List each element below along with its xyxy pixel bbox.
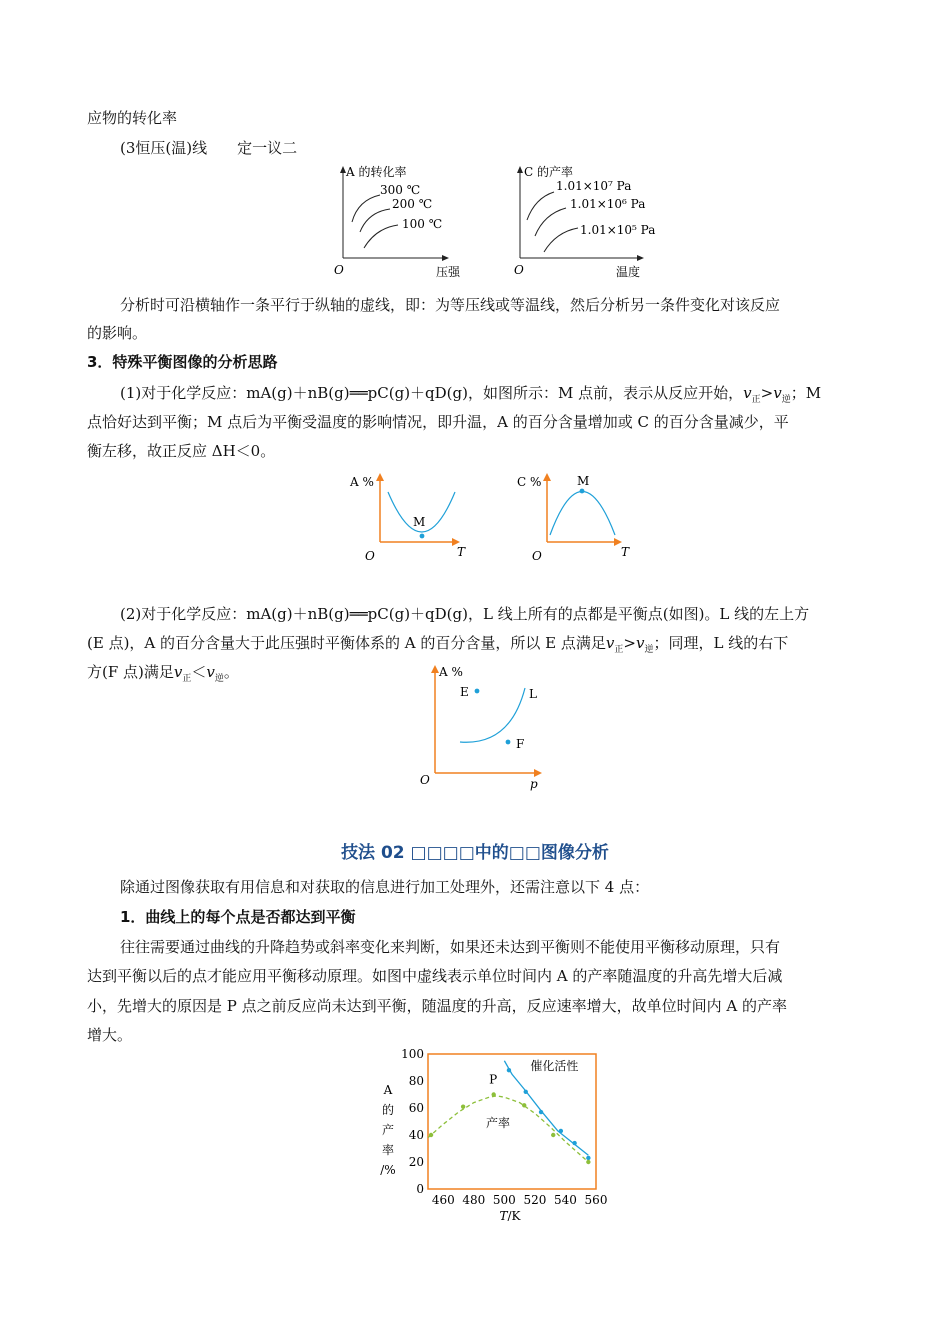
series-layer xyxy=(428,1061,591,1164)
y-label-char: 产 xyxy=(381,1123,395,1137)
analysis-line2: 的影响。 xyxy=(87,324,148,342)
p31-line2: 点恰好达到平衡；M 点后为平衡受温度的影响情况，即升温，A 的百分含量增加或 C 的百分含量减少，平 xyxy=(87,413,789,431)
data-point xyxy=(507,1068,511,1072)
data-point xyxy=(559,1129,563,1133)
p5-line3: 小，先增大的原因是 P 点之前反应尚未达到平衡，随温度的升高，反应速率增大，故单位时间内 A 的产率 xyxy=(87,997,788,1015)
data-point xyxy=(429,1133,433,1137)
y-tick-80: 80 xyxy=(408,1074,424,1088)
xlabel-pressure: 压强 xyxy=(436,265,461,279)
origin-label: O xyxy=(420,773,430,787)
p5-line4: 增大。 xyxy=(87,1026,133,1044)
p5-line1: 往往需要通过曲线的升降趋势或斜率变化来判断，如果还未达到平衡则不能使用平衡移动原理，只有 xyxy=(120,938,781,956)
data-point xyxy=(572,1141,576,1145)
data-point xyxy=(586,1160,590,1164)
equilibrium-curves-figure xyxy=(330,162,670,282)
label-1e6-pa: 1.01×10⁶ Pa xyxy=(570,197,646,211)
data-point xyxy=(461,1104,465,1108)
point-f-label: F xyxy=(516,737,525,751)
point-m xyxy=(420,534,425,539)
p31-line1: (1)对于化学反应：mA(g)＋nB(g)══pC(g)＋qD(g)，如图所示：M 点前，表示从反应开始，$v_正>v_逆$；M xyxy=(120,384,822,405)
label-200c: 200 ℃ xyxy=(392,197,433,211)
intro-line1: 应物的转化率 xyxy=(87,109,178,127)
section-1-title: 1．曲线上的每个点是否都达到平衡 xyxy=(120,908,356,926)
series-line-solid xyxy=(504,1061,588,1156)
x-tick-540: 540 xyxy=(554,1193,577,1207)
label-300c: 300 ℃ xyxy=(380,183,421,197)
ylabel-c-percent: C % xyxy=(517,475,542,489)
y-label-char: 的 xyxy=(381,1103,395,1117)
y-tick-40: 40 xyxy=(408,1128,424,1142)
line-l-label: L xyxy=(529,687,537,701)
x-tick-560: 560 xyxy=(584,1193,608,1207)
p5-line2: 达到平衡以后的点才能应用平衡移动原理。如图中虚线表示单位时间内 A 的产率随温度的升高先增大后减 xyxy=(87,967,783,985)
legend-catalyst-activity: 催化活性 xyxy=(530,1059,579,1074)
point-f xyxy=(506,740,511,745)
data-point xyxy=(539,1110,543,1114)
ylabel-c-yield: C 的产率 xyxy=(524,165,573,179)
y-axis-label xyxy=(380,1083,395,1177)
legend-yield: 产率 xyxy=(486,1115,511,1130)
x-tick-520: 520 xyxy=(523,1193,547,1207)
a-percent-vs-t-plot xyxy=(349,473,466,563)
line-l xyxy=(460,688,525,742)
conversion-vs-pressure-plot xyxy=(334,164,461,279)
c-percent-vs-t-plot xyxy=(517,473,630,563)
data-point xyxy=(522,1103,526,1107)
pressure-percent-figure xyxy=(415,660,555,790)
point-p-label: P xyxy=(489,1072,498,1087)
p32-line1: (2)对于化学反应：mA(g)＋nB(g)══pC(g)＋qD(g)，L 线上所有的点都是平衡点(如图)。L 线的左上方 xyxy=(120,605,810,623)
label-1e5-pa: 1.01×10⁵ Pa xyxy=(580,223,656,237)
section-heading: 技法 02 □□□□中的□□图像分析 xyxy=(341,843,609,863)
y-tick-60: 60 xyxy=(408,1101,424,1115)
analysis-line1: 分析时可沿横轴作一条平行于纵轴的虚线，即：为等压线或等温线，然后分析另一条件变化对该反应 xyxy=(120,296,781,314)
y-tick-0: 0 xyxy=(416,1182,424,1196)
yield-vs-temperature-plot xyxy=(514,164,655,279)
point-m-label: M xyxy=(413,515,426,529)
origin-label: O xyxy=(365,549,375,563)
data-point xyxy=(491,1092,495,1096)
y-label-char: 率 xyxy=(381,1143,395,1157)
label-1e7-pa: 1.01×10⁷ Pa xyxy=(556,179,632,193)
section-3-title: 3．特殊平衡图像的分析思路 xyxy=(87,353,278,371)
xlabel-p: p xyxy=(530,777,538,791)
data-point xyxy=(524,1090,528,1094)
point-e xyxy=(475,689,480,694)
p32-line2: (E 点)，A 的百分含量大于此压强时平衡体系的 A 的百分含量，所以 E 点满足$v_正>v_逆$；同理，L 线的右下 xyxy=(87,634,789,655)
x-tick-460: 460 xyxy=(431,1193,455,1207)
origin-label: O xyxy=(334,263,344,277)
x-ticks xyxy=(432,1193,608,1207)
x-axis-label: T/K xyxy=(499,1209,521,1223)
y-label-char: /% xyxy=(380,1163,396,1177)
p32-line3: 方(F 点)满足$v_正<v_逆$。 xyxy=(87,663,239,684)
x-tick-480: 480 xyxy=(462,1193,486,1207)
origin-label: O xyxy=(514,263,524,277)
point-m-label: M xyxy=(577,474,590,488)
ylabel-a-percent: A % xyxy=(439,665,463,679)
y-tick-20: 20 xyxy=(408,1155,424,1169)
p31-line3: 衡左移，故正反应 ΔH＜0。 xyxy=(87,442,276,460)
x-tick-500: 500 xyxy=(492,1193,516,1207)
temperature-percent-figure xyxy=(345,470,645,565)
ylabel-a-conversion: A 的转化率 xyxy=(346,165,407,179)
ylabel-a-percent: A % xyxy=(350,475,374,489)
y-tick-100: 100 xyxy=(401,1047,424,1061)
xlabel-t: T xyxy=(457,545,466,559)
y-ticks xyxy=(401,1047,424,1196)
yield-catalyst-chart xyxy=(360,1048,620,1228)
data-point xyxy=(586,1156,590,1160)
point-e-label: E xyxy=(460,685,469,699)
origin-label: O xyxy=(532,549,542,563)
p4-intro: 除通过图像获取有用信息和对获取的信息进行加工处理外，还需注意以下 4 点： xyxy=(120,878,650,896)
intro-line2: (3恒压(温)线 定一议二 xyxy=(120,139,298,157)
point-m xyxy=(580,489,585,494)
label-100c: 100 ℃ xyxy=(402,217,443,231)
y-label-char: A xyxy=(383,1083,393,1097)
data-point xyxy=(551,1133,555,1137)
xlabel-t: T xyxy=(621,545,630,559)
xlabel-temperature: 温度 xyxy=(616,265,641,279)
